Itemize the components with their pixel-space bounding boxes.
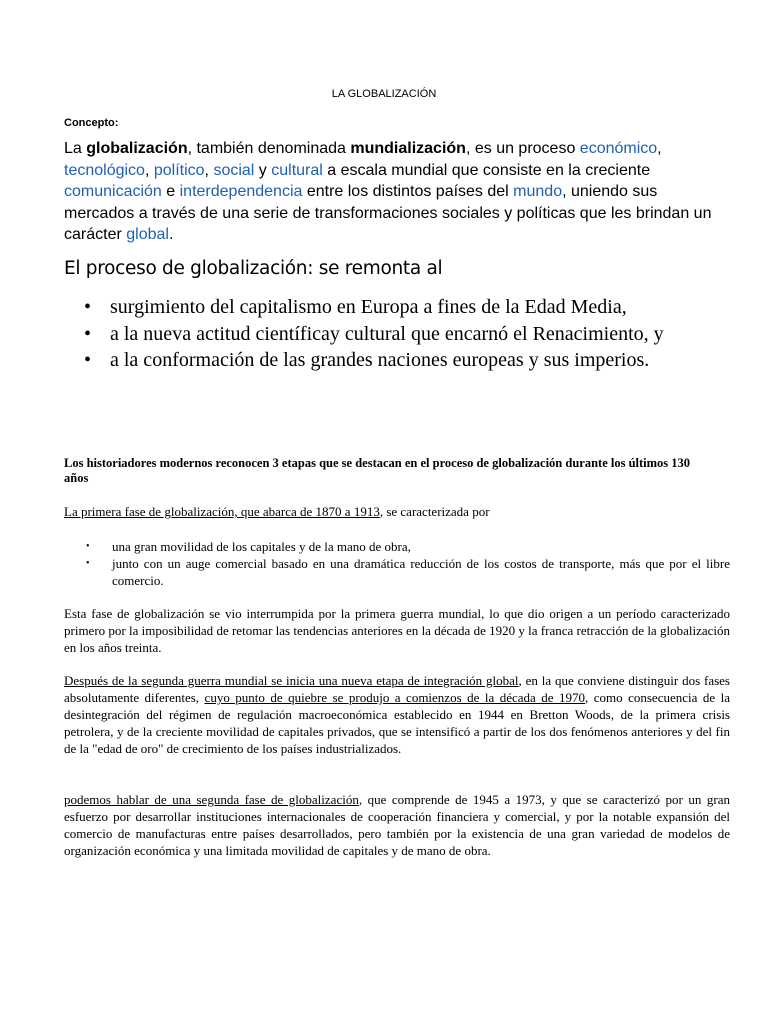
text: ,	[204, 161, 214, 179]
text: , se caracterizada por	[379, 504, 490, 519]
historiadores-heading: Los historiadores modernos reconocen 3 etapas que se destacan en el proceso de globalización durante los últimos 130 años	[64, 456, 691, 485]
list-item-text: una gran movilidad de los capitales y de la mano de obra,	[112, 539, 411, 554]
link-social[interactable]: social	[213, 161, 255, 179]
link-comunicacion[interactable]: comunicación	[64, 183, 162, 200]
primera-fase-list	[86, 538, 730, 589]
despues-paragraph	[64, 672, 730, 757]
bullet-icon: •	[84, 296, 92, 318]
document-title: LA GLOBALIZACIÓN	[331, 88, 437, 100]
underlined-text: La primera fase de globalización, que abarca de 1870 a 1913	[64, 504, 380, 519]
list-item	[86, 538, 730, 555]
link-cultural[interactable]: cultural	[271, 161, 323, 179]
list-item-text: surgimiento del capitalismo en Europa a fines de la Edad Media,	[110, 296, 627, 318]
segunda-fase-paragraph	[64, 791, 730, 859]
text: e	[161, 183, 180, 200]
text: ,	[144, 161, 154, 179]
text: , también denominada	[187, 140, 351, 157]
link-politico[interactable]: político	[153, 161, 205, 179]
link-global[interactable]: global	[126, 226, 169, 243]
link-interdependencia[interactable]: interdependencia	[179, 183, 303, 200]
list-item	[84, 321, 730, 348]
concepto-label: Concepto:	[64, 117, 119, 129]
intro-paragraph	[64, 138, 714, 246]
bullet-icon: •	[84, 322, 92, 345]
underlined-text: Después de la segunda guerra mundial se inicia una nueva etapa de integración global	[64, 673, 519, 688]
text: .	[168, 226, 174, 243]
text: entre los distintos países del	[302, 183, 514, 200]
text: , como consecuencia de la desintegración del régimen de regulación macroeconómica establecido en 1944 en Bretton Woods, de la primera crisis petrolera, y de la creciente movilidad de capitales privados, que se intensificó a partir de los dos fenómenos anteriores y del fin de la "edad de oro" de crecimiento de los países industrializados.	[64, 690, 730, 756]
bold-term: mundialización	[350, 140, 466, 157]
list-item-text: junto con un auge comercial basado en una dramática reducción de los costos de transporte, más que por el libre comercio.	[112, 556, 730, 588]
list-item-text: a la conformación de las grandes naciones europeas y sus imperios.	[110, 349, 650, 371]
list-item	[84, 294, 730, 321]
underlined-text: cuyo punto de quiebre se produjo a comienzos de la década de 1970	[204, 690, 586, 705]
bold-term: globalización	[86, 140, 188, 157]
list-item-text: a la nueva actitud científicay cultural que encarnó el Renacimiento, y	[110, 322, 664, 345]
text: , uniendo sus mercados a través de una serie de transformaciones sociales y políticas que les brindan un carácter	[64, 183, 712, 243]
underlined-text: podemos hablar de una segunda fase de globalización	[64, 792, 359, 807]
link-tecnologico[interactable]: tecnológico	[64, 161, 145, 179]
primera-fase-paragraph	[64, 503, 730, 520]
link-mundo[interactable]: mundo	[513, 183, 563, 200]
text: a escala mundial que consiste en la creciente	[322, 161, 651, 179]
proceso-heading: El proceso de globalización: se remonta al	[64, 258, 443, 279]
text: ,	[657, 140, 662, 157]
bullet-icon: •	[86, 541, 90, 552]
link-economico[interactable]: económico	[579, 140, 658, 157]
text: , en la que conviene distinguir dos fases absolutamente diferentes,	[64, 673, 730, 705]
interrumpida-paragraph: Esta fase de globalización se vio interrumpida por la primera guerra mundial, lo que dio origen a un período caracterizado primero por la imposibilidad de retomar las tendencias anteriores en la década de 1920 y la franca retracción de la globalización en los años treinta.	[64, 606, 730, 655]
text: , que comprende de 1945 a 1973, y que se caracterizó por un gran esfuerzo por desarrollar instituciones internacionales de cooperación financiera y comercial, y por la notable expansión del comercio de manufacturas entre países desarrollados, pero también por la existencia de una gran variedad de modelos de organización económica y una limitada movilidad de capitales y de mano de obra.	[64, 792, 730, 858]
text: , es un proceso	[465, 140, 580, 157]
text: La	[64, 140, 87, 157]
proceso-list	[84, 294, 730, 374]
list-item	[86, 555, 730, 589]
list-item	[84, 347, 730, 374]
bullet-icon: •	[86, 558, 90, 569]
text: y	[254, 161, 272, 179]
bullet-icon: •	[84, 349, 92, 371]
